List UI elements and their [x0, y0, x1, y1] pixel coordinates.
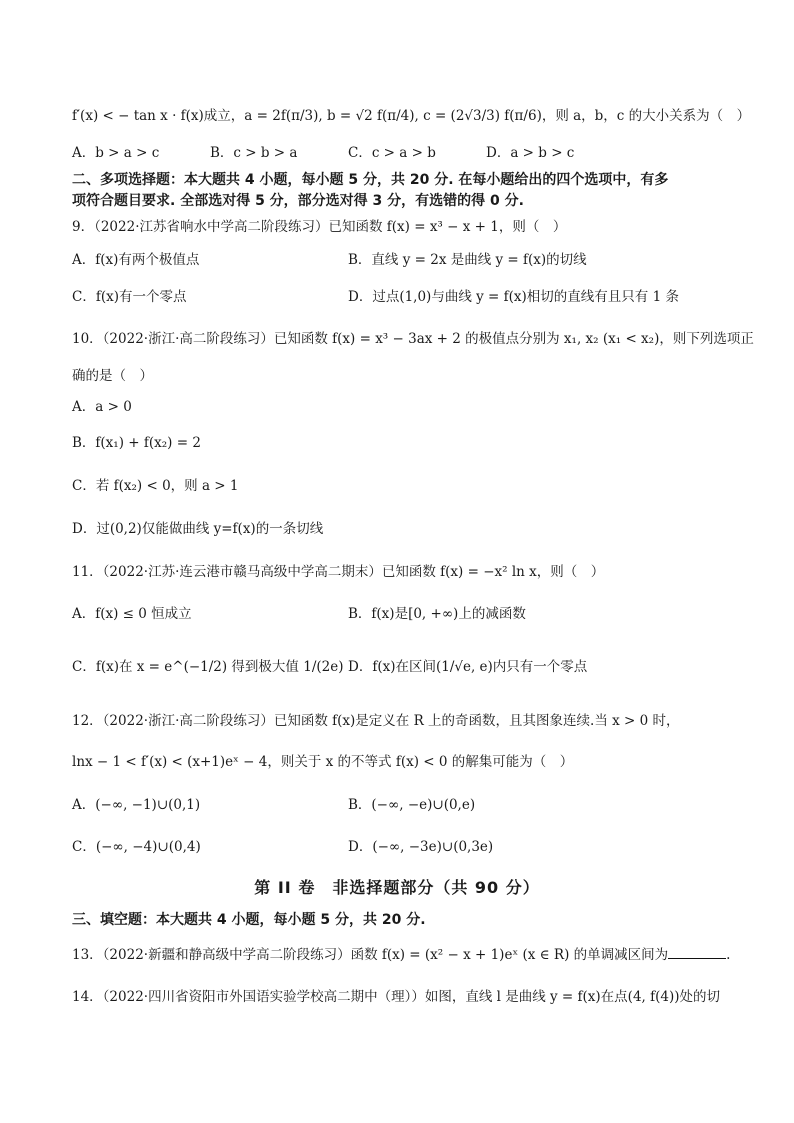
q13-stem	[72, 944, 730, 965]
q14-stem: 14．（2022·四川省资阳市外国语实验学校高二期中（理））如图，直线 l 是曲线 y = f(x)在点(4, f(4))处的切	[72, 989, 721, 1005]
q8-option-b: B．c > b > a	[210, 145, 298, 161]
q10-option-d: D．过(0,2)仅能做曲线 y=f(x)的一条切线	[72, 521, 324, 537]
q11-stem: 11．（2022·江苏·连云港市赣马高级中学高二期末）已知函数 f(x) = −x² ln x，则（ ）	[72, 564, 605, 580]
q12-option-b: B．(−∞, −e)∪(0,e)	[348, 797, 476, 813]
q8-stem: f′(x) < − tan x · f(x)成立，a = 2f(π/3), b = √2 f(π/4), c = (2√3/3) f(π/6)，则 a，b，c 的大小关系为（ ）	[72, 108, 751, 124]
q12-stem-line2: lnx − 1 < f′(x) < (x+1)eˣ − 4，则关于 x 的不等式 f(x) < 0 的解集可能为（ ）	[72, 754, 574, 770]
q8-option-c: C．c > a > b	[348, 145, 436, 161]
section2-title-line1: 二、多项选择题：本大题共 4 小题，每小题 5 分，共 20 分. 在每小题给出的四个选项中，有多	[72, 172, 669, 188]
section3-title: 三、填空题：本大题共 4 小题，每小题 5 分，共 20 分.	[72, 912, 426, 928]
q11-option-a: A．f(x) ≤ 0 恒成立	[72, 606, 192, 622]
q10-option-b: B．f(x₁) + f(x₂) = 2	[72, 435, 201, 451]
q11-option-d: D．f(x)在区间(1/√e, e)内只有一个零点	[348, 659, 588, 675]
q8-option-d: D．a > b > c	[486, 145, 575, 161]
q9-stem: 9．（2022·江苏省响水中学高二阶段练习）已知函数 f(x) = x³ − x + 1，则（ ）	[72, 219, 567, 235]
section2-title-line2: 项符合题目要求. 全部选对得 5 分，部分选对得 3 分，有选错的得 0 分.	[72, 193, 524, 209]
q10-stem-line1: 10．（2022·浙江·高二阶段练习）已知函数 f(x) = x³ − 3ax + 2 的极值点分别为 x₁, x₂ (x₁ < x₂)，则下列选项正	[72, 331, 754, 347]
q10-stem-line2: 确的是（ ）	[72, 368, 153, 384]
q13-stem-end: .	[726, 947, 731, 963]
q13-answer-blank	[668, 944, 726, 959]
q13-stem-text: 13．（2022·新疆和静高级中学高二阶段练习）函数 f(x) = (x² − x + 1)eˣ (x ∈ R) 的单调减区间为	[72, 947, 669, 963]
part2-title: 第 II 卷 非选择题部分（共 90 分）	[254, 878, 540, 897]
q12-option-c: C．(−∞, −4)∪(0,4)	[72, 839, 201, 855]
q12-option-d: D．(−∞, −3e)∪(0,3e)	[348, 839, 494, 855]
q10-option-a: A．a > 0	[72, 399, 132, 415]
q10-option-c: C．若 f(x₂) < 0，则 a > 1	[72, 478, 239, 494]
q9-option-a: A．f(x)有两个极值点	[72, 252, 200, 268]
q12-option-a: A．(−∞, −1)∪(0,1)	[72, 797, 201, 813]
q11-option-c: C．f(x)在 x = e^(−1/2) 得到极大值 1/(2e)	[72, 659, 344, 675]
q9-option-b: B．直线 y = 2x 是曲线 y = f(x)的切线	[348, 252, 587, 268]
q8-option-a: A．b > a > c	[72, 145, 160, 161]
q9-option-d: D．过点(1,0)与曲线 y = f(x)相切的直线有且只有 1 条	[348, 289, 679, 305]
q12-stem-line1: 12．（2022·浙江·高二阶段练习）已知函数 f(x)是定义在 R 上的奇函数，且其图象连续.当 x > 0 时，	[72, 713, 680, 729]
q9-option-c: C．f(x)有一个零点	[72, 289, 187, 305]
q11-option-b: B．f(x)是[0, +∞)上的减函数	[348, 606, 526, 622]
